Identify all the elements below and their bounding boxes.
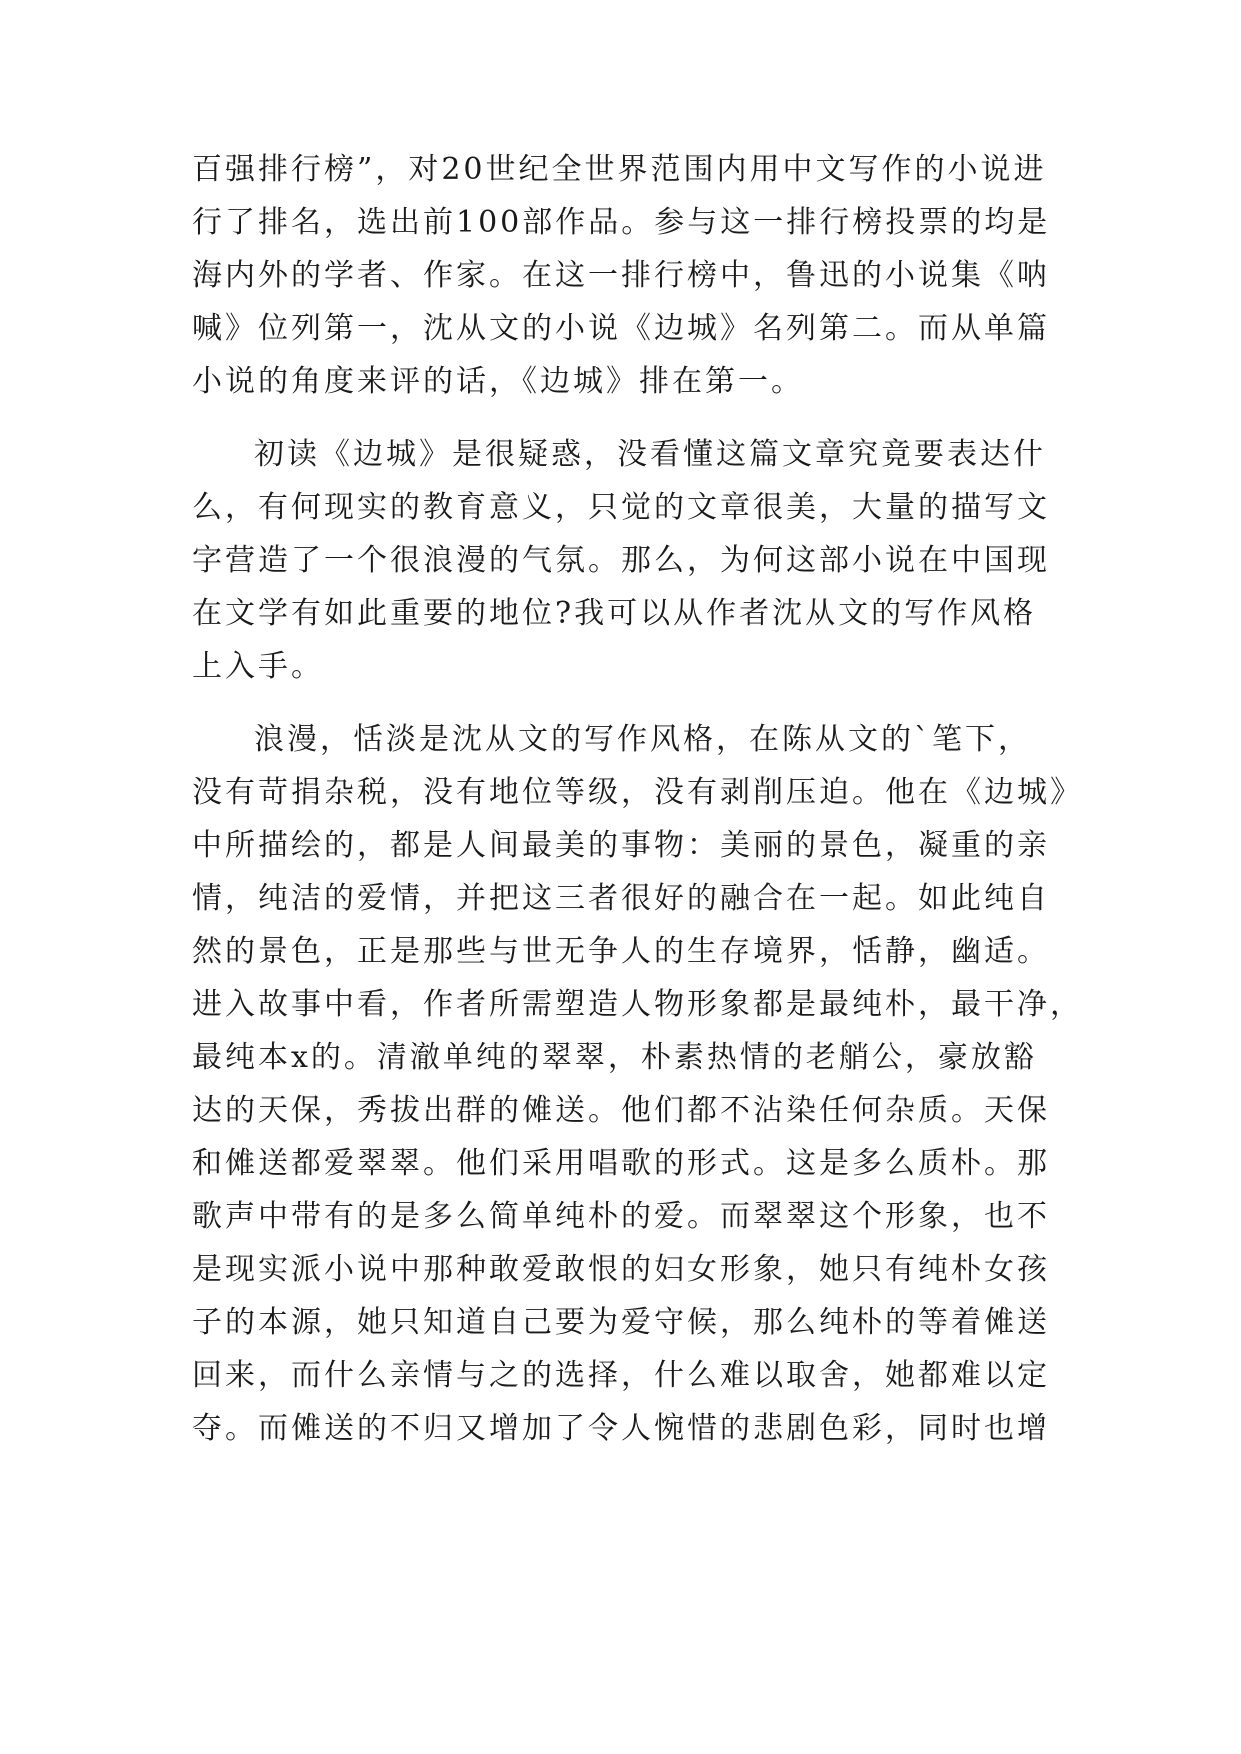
text-line: 进入故事中看，作者所需塑造人物形象都是最纯朴，最干净， xyxy=(192,987,1083,1022)
text-line: 么，有何现实的教育意义，只觉的文章很美，大量的描写文 xyxy=(192,490,1050,525)
text-line: 字营造了一个很浪漫的气氛。那么，为何这部小说在中国现 xyxy=(192,543,1050,578)
text-line: 百强排行榜”，对20世纪全世界范围内用中文写作的小说进 xyxy=(192,152,1047,187)
text-line: 达的天保，秀拔出群的傩送。他们都不沾染任何杂质。天保 xyxy=(192,1093,1050,1128)
text-line: 回来，而什么亲情与之的选择，什么难以取舍，她都难以定 xyxy=(192,1358,1050,1393)
text-line: 小说的角度来评的话，《边城》排在第一。 xyxy=(192,364,804,399)
paragraph-first-line: 浪漫，恬淡是沈从文的写作风格，在陈从文的`笔下， xyxy=(254,722,1031,757)
text-line: 情，纯洁的爱情，并把这三者很好的融合在一起。如此纯自 xyxy=(192,881,1050,916)
text-line: 行了排名，选出前100部作品。参与这一排行榜投票的均是 xyxy=(192,205,1051,240)
text-line: 最纯本x的。清澈单纯的翠翠，朴素热情的老艄公，豪放豁 xyxy=(192,1040,1037,1075)
text-line: 子的本源，她只知道自己要为爱守候，那么纯朴的等着傩送 xyxy=(192,1305,1050,1340)
text-line: 和傩送都爱翠翠。他们采用唱歌的形式。这是多么质朴。那 xyxy=(192,1146,1050,1181)
text-line: 中所描绘的，都是人间最美的事物：美丽的景色，凝重的亲 xyxy=(192,828,1050,863)
text-line: 没有苛捐杂税，没有地位等级，没有剥削压迫。他在《边城》 xyxy=(192,775,1083,810)
text-line: 海内外的学者、作家。在这一排行榜中，鲁迅的小说集《呐 xyxy=(192,258,1050,293)
paragraph-first-line: 初读《边城》是很疑惑，没看懂这篇文章究竟要表达什 xyxy=(254,437,1046,472)
text-line: 上入手。 xyxy=(192,649,324,684)
text-line: 在文学有如此重要的地位?我可以从作者沈从文的写作风格 xyxy=(192,596,1037,631)
text-line: 喊》位列第一，沈从文的小说《边城》名列第二。而从单篇 xyxy=(192,311,1050,346)
text-line: 夺。而傩送的不归又增加了令人惋惜的悲剧色彩，同时也增 xyxy=(192,1411,1050,1446)
text-line: 然的景色，正是那些与世无争人的生存境界，恬静，幽适。 xyxy=(192,934,1050,969)
text-line: 歌声中带有的是多么简单纯朴的爱。而翠翠这个形象，也不 xyxy=(192,1199,1050,1234)
text-line: 是现实派小说中那种敢爱敢恨的妇女形象，她只有纯朴女孩 xyxy=(192,1252,1050,1287)
